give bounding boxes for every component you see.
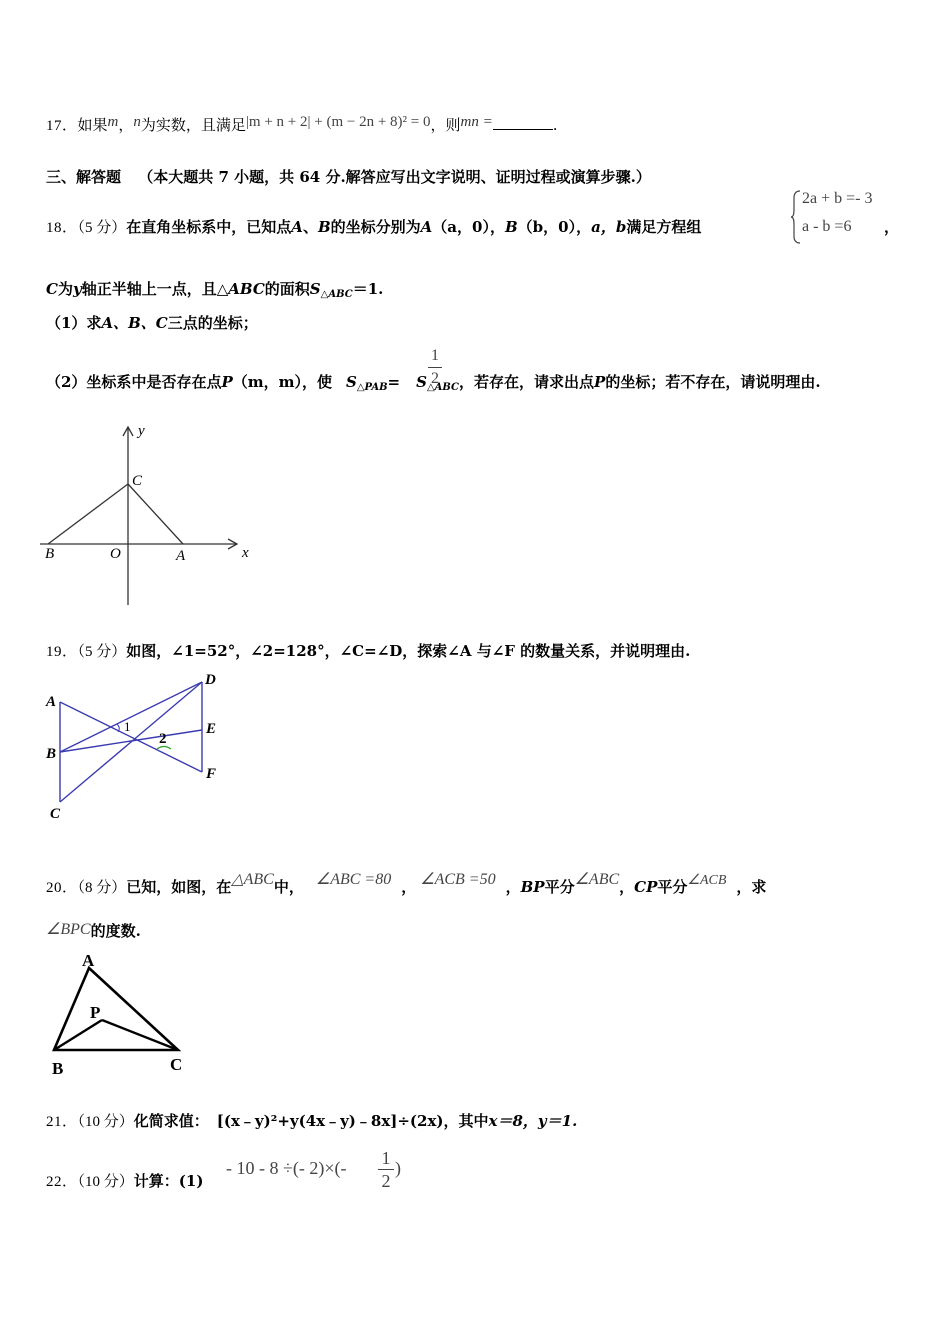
part1-label: （1）求 — [46, 314, 102, 332]
question-number: 19． — [46, 644, 78, 660]
q18-trailing-comma: ， — [884, 218, 900, 236]
q20-angle-abc-2: ∠ABC — [574, 871, 620, 888]
q20-t1: 已知，如图，在 — [126, 878, 232, 896]
q18-b-coord: （b，0）， — [517, 218, 592, 236]
line-af — [60, 702, 202, 772]
section-title: 三、解答题 — [46, 168, 122, 186]
part2-c: ，若存在，请求出点 — [459, 373, 595, 391]
segment-bc — [48, 484, 128, 544]
q22-t1: 计算：(1) — [133, 1172, 204, 1190]
q18-ab: a，b — [591, 218, 627, 236]
q20-t5: ，求 — [736, 878, 767, 896]
section-heading — [46, 166, 651, 187]
var-m: m — [107, 114, 119, 130]
q20-t4: 平分 — [657, 878, 688, 896]
part2-s1: S — [346, 373, 357, 391]
question-number: 18． — [46, 220, 78, 236]
figure-18-coordinate-plane — [40, 420, 260, 610]
question-20-line2 — [46, 919, 141, 941]
question-points: （10 分） — [77, 1114, 134, 1130]
question-number: 21． — [46, 1114, 78, 1130]
q20-t3: 平分 — [544, 878, 575, 896]
q18-text: 在直角坐标系中，已知点 — [126, 218, 292, 236]
answer-blank — [493, 117, 553, 130]
question-21 — [46, 1110, 577, 1131]
part2-sub2: △ABC — [426, 382, 460, 393]
q21-values: x＝8，y＝1. — [488, 1112, 578, 1130]
label-a: A — [176, 548, 186, 564]
label-c: C — [170, 1055, 183, 1074]
q18-point-b: B — [317, 218, 331, 236]
fraction-numerator: 1 — [431, 347, 439, 364]
part2-p: P — [221, 373, 233, 391]
q20-c1: ， — [401, 878, 417, 896]
equation-1: 2a + b =- 3 — [802, 190, 873, 207]
part2-a: （2）坐标系中是否存在点 — [46, 373, 222, 391]
q20-t2: 中， — [273, 878, 304, 896]
q21-t1: 化简求值： — [133, 1112, 209, 1130]
part1-points: A、B、C — [101, 314, 168, 332]
part2-eq: = — [387, 373, 401, 391]
q18-point-a: A — [291, 218, 303, 236]
q17-sep: ， — [118, 116, 134, 134]
equation-2: a - b =6 — [802, 218, 852, 235]
q17-text-2: 为实数，且满足 — [140, 116, 246, 134]
q18-a-coord: （a，0）， — [432, 218, 505, 236]
part2-s2: S — [416, 373, 427, 391]
question-18-part1 — [46, 312, 258, 333]
label-c: C — [132, 473, 143, 489]
label-b: B — [45, 546, 55, 562]
question-22 — [46, 1170, 203, 1191]
q22-fraction-numerator: 1 — [381, 1148, 391, 1168]
part2-p2: P — [594, 373, 606, 391]
q20-c3: ， — [619, 878, 635, 896]
q17-end: . — [552, 116, 558, 134]
question-18-line2 — [46, 278, 383, 300]
q18-l2-c: 的面积 — [264, 280, 310, 298]
q21-t2: ，其中 — [443, 1112, 489, 1130]
label-p: P — [90, 1003, 101, 1022]
q21-expression: [(x﹣y)²+y(4x﹣y)﹣8x]÷(2x) — [216, 1112, 444, 1130]
segment-ca — [128, 484, 183, 544]
q20-angle-abc: ∠ABC =80 — [315, 871, 392, 888]
part2-d: 的坐标；若不存在，请说明理由. — [605, 373, 821, 391]
fraction-denominator: 2 — [431, 370, 439, 387]
q20-line2-text: 的度数. — [90, 922, 141, 940]
question-points: （5 分） — [77, 644, 127, 660]
question-number: 20． — [46, 880, 78, 896]
part2-mm: （m，m） — [232, 373, 302, 391]
q17-text-1: 如果 — [77, 116, 108, 134]
figure-19 — [40, 668, 240, 828]
question-18-line1 — [46, 216, 701, 237]
label-e: E — [206, 721, 217, 737]
q18-point-c: C — [46, 280, 58, 298]
q17-text-3: ，则 — [430, 116, 461, 134]
q22-close-paren: ) — [395, 1158, 401, 1178]
q18-dun: 、 — [302, 218, 318, 236]
q18-text-coord: 的坐标分别为 — [330, 218, 421, 236]
label-b: B — [46, 746, 57, 762]
q20-angle-acb: ∠ACB =50 — [420, 871, 496, 888]
q18-l2-val: ＝1. — [352, 280, 384, 298]
q18-l2-b: 轴正半轴上一点，且△ — [81, 280, 229, 298]
label-c: C — [50, 806, 61, 822]
label-a: A — [82, 951, 95, 970]
q18-abc: ABC — [228, 280, 265, 298]
q18-text-satisfy: 满足方程组 — [626, 218, 702, 236]
label-o: O — [110, 546, 121, 562]
question-points: （5 分） — [77, 220, 127, 236]
q18-y: y — [72, 280, 82, 298]
q20-angle-acb-2: ∠ACB — [687, 873, 727, 888]
q17-mn: mn = — [460, 114, 493, 130]
label-x: x — [242, 545, 249, 561]
part1-end: 三点的坐标； — [167, 314, 258, 332]
part2-b: ，使 — [301, 373, 332, 391]
label-f: F — [206, 766, 217, 782]
q22-fraction-denominator: 2 — [381, 1171, 391, 1191]
label-angle-2: 2 — [159, 731, 167, 747]
q22-fraction — [378, 1148, 394, 1191]
fraction-half — [428, 347, 442, 388]
q20-bp: BP — [520, 878, 545, 896]
q18-l2-a: 为 — [57, 280, 73, 298]
segment-pc — [102, 1020, 178, 1050]
question-points: （10 分） — [77, 1174, 134, 1190]
brace-icon — [790, 190, 802, 244]
q18-s-sub: △ABC — [320, 289, 353, 300]
q18-b-label: B — [504, 218, 518, 236]
question-20-line1 — [46, 869, 766, 897]
label-y: y — [138, 423, 145, 439]
q17-expression: |m + n + 2| + (m − 2n + 8)² = 0 — [245, 114, 431, 130]
part2-sub1: △PAB — [356, 382, 388, 393]
q18-s: S — [309, 280, 321, 298]
question-points: （8 分） — [77, 880, 127, 896]
label-a: A — [46, 694, 57, 710]
q20-c2: ， — [505, 878, 521, 896]
label-angle-1: 1 — [124, 719, 131, 734]
q19-text: 如图，∠1=52°，∠2=128°，∠C=∠D，探索∠A 与∠F 的数量关系，并说明理由. — [126, 642, 691, 660]
question-19 — [46, 640, 690, 661]
label-b: B — [52, 1059, 64, 1078]
question-number: 22． — [46, 1174, 78, 1190]
question-number: 17． — [46, 118, 78, 134]
q20-cp: CP — [634, 878, 658, 896]
q20-triangle: △ABC — [231, 871, 274, 888]
q22-expression-a: - 10 - 8 ÷(- 2)×(- — [226, 1158, 347, 1178]
q22-expression — [226, 1158, 347, 1179]
figure-20 — [42, 948, 192, 1078]
q18-a-label: A — [420, 218, 433, 236]
q20-angle-bpc: ∠BPC — [46, 921, 91, 938]
question-17 — [46, 114, 558, 135]
var-n: n — [133, 114, 141, 130]
label-d: D — [205, 672, 216, 688]
section-note: （本大题共 7 小题，共 64 分.解答应写出文字说明、证明过程或演算步骤.） — [138, 168, 651, 186]
